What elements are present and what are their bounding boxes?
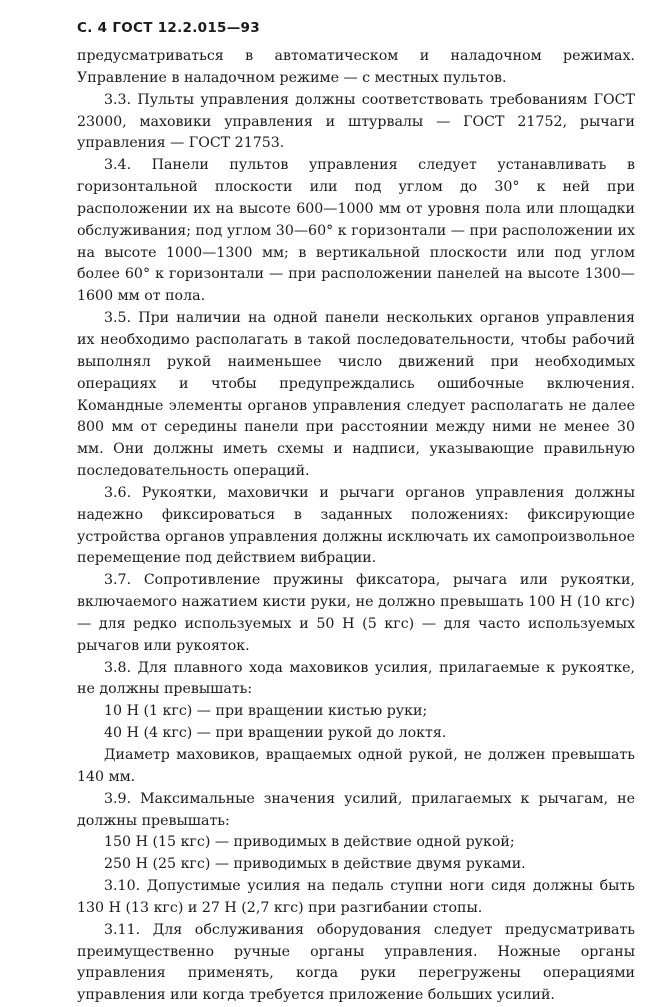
paragraph-3-6: 3.6. Рукоятки, маховички и рычаги органов управления должны надежно фиксироваться в заданных положениях: фиксирующие устройства органов управления должны исключать их самопроизвольное перемещение под действием вибрации. [77, 484, 635, 567]
paragraph-3-4: 3.4. Панели пультов управления следует устанавливать в горизонтальной плоскости или под углом до 30° к ней при расположении их на высоте 600—1000 мм от уровня пола или площадки обслуживания; под углом 30—60° к горизонтали — при расположении их на высоте 1000—1300 мм; в вертикальной плоскости или под углом более 60° к горизонтали — при расположении панелей на высоте 1300—1600 мм от пола. [77, 157, 635, 305]
paragraph-3-5: 3.5. При наличии на одной панели нескольких органов управления их необходимо располагать в такой последовательности, чтобы рабочий выполнял рукой наименьшее число движений при необходимых операциях и чтобы предупреждались ошибочные включения. Командные элементы органов управления следует располагать не далее 800 мм от середины панели при расстоянии между ними не менее 30 мм. Они должны иметь схемы и надписи, указывающие правильную последовательность операций. [77, 310, 635, 480]
paragraph-3-8: 3.8. Для плавного хода маховиков усилия, прилагаемые к рукоятке, не должны превышать: [77, 659, 635, 698]
paragraph-continuation: предусматриваться в автоматическом и наладочном режимах. Управление в наладочном режиме — с местных пультов. [77, 48, 635, 86]
paragraph-flywheel-diameter: Диаметр маховиков, вращаемых одной рукой, не должен превышать 140 мм. [77, 747, 635, 785]
paragraph-3-9: 3.9. Максимальные значения усилий, прилагаемых к рычагам, не должны превышать: [77, 790, 635, 829]
list-item-wrist-force: 10 Н (1 кгс) — при вращении кистью руки; [104, 703, 428, 720]
paragraph-3-10: 3.10. Допустимые усилия на педаль ступни ноги сидя должны быть 130 Н (13 кгс) и 27 Н (2,7 кгс) при разгибании стопы. [77, 878, 635, 916]
paragraph-3-7: 3.7. Сопротивление пружины фиксатора, рычага или рукоятки, включаемого нажатием кисти руки, не должно превышать 100 Н (10 кгс) — для редко используемых и 50 Н (5 кгс) — для часто используемых рычагов или рукояток. [77, 572, 635, 654]
list-item-one-hand-force: 150 Н (15 кгс) — приводимых в действие одной рукой; [104, 834, 515, 851]
paragraph-3-3: 3.3. Пульты управления должны соответствовать требованиям ГОСТ 23000, маховики управления и штурвалы — ГОСТ 21752, рычаги управления — ГОСТ 21753. [77, 91, 635, 152]
list-item-two-hands-force: 250 Н (25 кгс) — приводимых в действие двумя руками. [104, 856, 526, 873]
page-header: С. 4 ГОСТ 12.2.015—93 [77, 20, 260, 36]
document-body [77, 46, 635, 1007]
paragraph-3-11: 3.11. Для обслуживания оборудования следует предусматривать преимущественно ручные органы управления. Ножные органы управления применять, когда руки перегружены операциями управления или когда требуется приложение больших усилий. [77, 921, 635, 1004]
list-item-elbow-force: 40 Н (4 кгс) — при вращении рукой до локтя. [104, 725, 447, 742]
